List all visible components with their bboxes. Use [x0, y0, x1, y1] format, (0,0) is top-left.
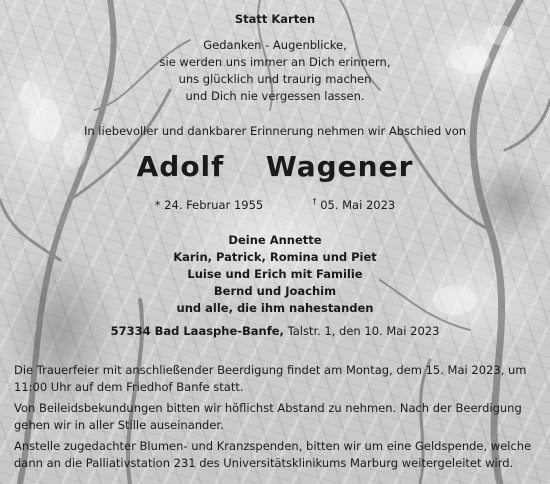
cross-icon: †: [312, 197, 317, 206]
mourners-list: [0, 232, 550, 317]
poem-line: Gedanken - Augenblicke,: [203, 38, 347, 52]
notice-header: Statt Karten: [234, 12, 316, 26]
place-town: 57334 Bad Laasphe-Banfe,: [110, 324, 284, 338]
life-dates: [0, 197, 550, 212]
death-date: 05. Mai 2023: [320, 197, 396, 212]
mourner-line: Bernd und Joachim: [213, 284, 337, 298]
deceased-name: [0, 150, 550, 183]
mourner-line: und alle, die ihm nahestanden: [176, 301, 374, 315]
place-and-date: [0, 324, 550, 338]
funeral-details: [14, 362, 534, 476]
mourner-line: Deine Annette: [228, 233, 322, 247]
birth-date: * 24. Februar 1955: [154, 197, 264, 212]
poem-line: uns glücklich und traurig machen: [178, 72, 372, 86]
poem: [0, 37, 550, 105]
place-address-date: Talstr. 1, den 10. Mai 2023: [283, 324, 440, 338]
death-date-group: [313, 197, 396, 212]
mourner-line: Karin, Patrick, Romina und Piet: [173, 250, 377, 264]
poem-line: sie werden uns immer an Dich erinnern,: [159, 55, 391, 69]
intro-text: In liebevoller und dankbarer Erinnerung nehmen wir Abschied von: [83, 124, 467, 138]
deceased-name-text: Adolf Wagener: [136, 150, 414, 183]
paragraph-donations: Anstelle zugedachter Blumen- und Kranzspenden, bitten wir um eine Geldspende, welche dann an die Palliativstation 231 des Universitätsklinikums Marburg weitergeleitet wird.: [14, 439, 532, 470]
paragraph-condolences: Von Beileidsbekundungen bitten wir höflichst Abstand zu nehmen. Nach der Beerdigung gehen wir in aller Stille auseinander.: [14, 401, 522, 432]
paragraph-service: Die Trauerfeier mit anschließender Beerdigung findet am Montag, dem 15. Mai 2023, um 11:00 Uhr auf dem Friedhof Banfe statt.: [14, 363, 527, 394]
mourner-line: Luise und Erich mit Familie: [187, 267, 363, 281]
poem-line: und Dich nie vergessen lassen.: [185, 89, 365, 103]
